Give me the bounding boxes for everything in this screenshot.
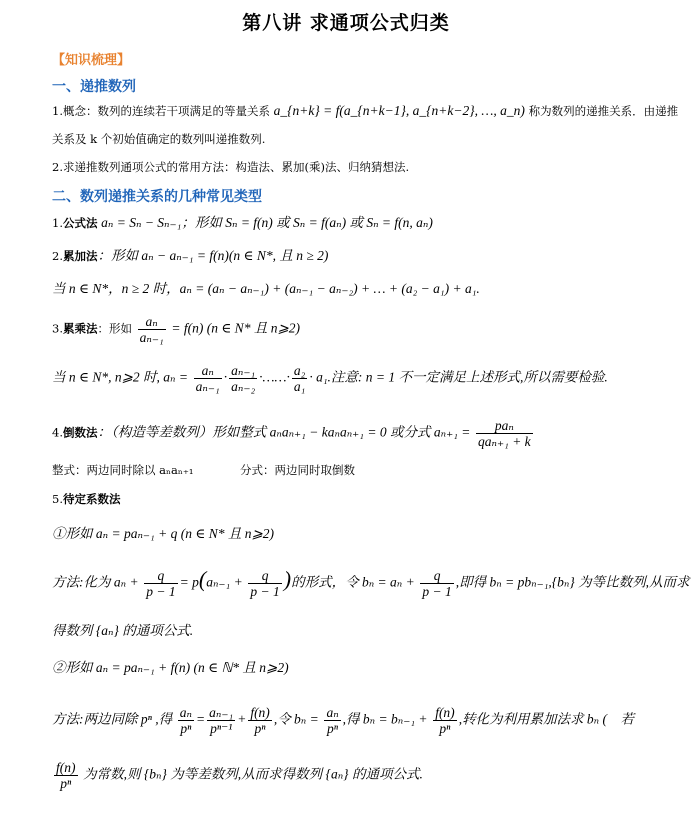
case2-m2: ,令 bₙ = [273, 711, 319, 727]
method-sum [52, 248, 328, 264]
product-fraction-2: $\frac{\text{aₙ₋₁}}{\text{aₙ₋₂}}$ [231, 363, 256, 394]
method-sum-line2 [52, 281, 480, 297]
method-formula [52, 215, 433, 231]
page-title: 第八讲 求通项公式归类 [242, 12, 450, 34]
method-product-post: = f(n) (n ∈ N* 且 n⩾2) [171, 320, 300, 336]
item-number: 5. [52, 492, 63, 506]
case1-m1: 方法:化为 aₙ + [52, 574, 139, 590]
case2-formula: ②形如 aₙ = paₙ₋₁ + f(n) (n ∈ ℕ* 且 n⩾2) [52, 660, 289, 675]
method-product-pre: ：形如 [97, 321, 132, 336]
item-number: 1. [52, 216, 63, 230]
reciprocal-fractional: 分式：两边同时取倒数 [240, 463, 355, 477]
case2-m3: ,得 bₙ = bₙ₋₁ + [342, 711, 428, 727]
case2-fraction-5: $\frac{f(n)}{\text{pⁿ}}$ [435, 705, 455, 736]
q-fraction-1: $\frac{q}{p - 1}$ [146, 568, 176, 599]
method-name: 累加法 [62, 249, 98, 263]
product-fraction-1: $\frac{\text{aₙ}}{\text{aₙ₋₁}}$ [195, 363, 220, 394]
method-sum-expansion: 当 n ∈ N*，n ≥ 2 时，aₙ = (aₙ − aₙ₋₁) + (aₙ₋₁ − aₙ₋₂) + … + (a₂ − a₁) + a₁. [52, 281, 480, 296]
case2-fraction-3: $\frac{f(n)}{\text{pⁿ}}$ [250, 705, 270, 736]
item-number: 4. [52, 425, 63, 440]
case1-m4: 的形式，令 bₙ = aₙ + [291, 574, 415, 590]
method-name: 待定系数法 [62, 492, 121, 506]
method-name: 累乘法 [62, 321, 98, 336]
concept-line1 [52, 103, 678, 119]
section2-heading: 二、数列递推关系的几种常见类型 [52, 189, 262, 205]
case1-m3: aₙ₋₁ + [206, 574, 243, 590]
case1-line3 [52, 623, 193, 639]
case1-formula: ①形如 aₙ = paₙ₋₁ + q (n ∈ N* 且 n⩾2) [52, 526, 275, 541]
method-product [52, 314, 300, 345]
method-name: 公式法 [62, 216, 98, 230]
case2-method: 方法:两边同除 pⁿ ,得 $\frac{\text{aₙ}}{\text{pⁿ}}$ = $\frac{\text{aₙ₋₁}}{\text{pⁿ⁻¹}}$ + $\frac{f(n)}{\text{pⁿ}}$ ,令 bₙ = $\frac{\text{aₙ}}{\text{pⁿ}}$ ,得 bₙ = bₙ₋₁ + $\frac{f(n)}{\text{pⁿ}}$ ,转化为利用累加法求 bₙ ( 若 [52, 705, 635, 736]
item-number: 2. [52, 249, 63, 263]
case2-m4: ,转化为利用累加法求 bₙ ( 若 [458, 711, 635, 727]
case2-conclusion: 为常数,则 {bₙ} 为等差数列,从而求得数列 {aₙ} 的通项公式. [83, 766, 423, 782]
case1-form [52, 526, 274, 542]
method-reciprocal-text: ：（构造等差数列）形如整式 aₙaₙ₊₁ − kaₙaₙ₊₁ = 0 或分式 aₙ₊₁ = [97, 424, 471, 440]
item-number: 3. [52, 321, 63, 336]
case1-m2: = p [179, 574, 199, 590]
case2-form [52, 660, 289, 676]
recurrence-formula: a_{n+k} = f(a_{n+k−1}, a_{n+k−2}, …, a_n) [273, 103, 525, 118]
method-name: 倒数法 [62, 425, 98, 440]
case2-fraction-4: $\frac{\text{aₙ}}{\text{pⁿ}}$ [326, 705, 339, 736]
case1-method: 方法:化为 aₙ + $\frac{q}{p - 1}$ = p(aₙ₋₁ + $\frac{q}{p - 1}$ )的形式，令 bₙ = aₙ + $\frac{q}{p - 1}$ ,即得 bₙ = pbₙ₋₁,{bₙ} 为等比数列,从而求 [52, 566, 690, 599]
method-reciprocal [52, 418, 535, 449]
product-dots: ·……· [259, 369, 290, 385]
q-fraction-3: $\frac{q}{p - 1}$ [422, 568, 452, 599]
reciprocal-integral: 整式：两边同时除以 aₙaₙ₊₁ [52, 463, 194, 477]
concept-text-2: 称为数列的递推关系．由递推 [528, 104, 679, 118]
product-fraction-3: $\frac{\text{a₂}}{\text{a₁}}$ [293, 363, 306, 394]
ratio-fraction: $\frac{\text{aₙ}}{\text{aₙ₋₁}}$ [139, 314, 164, 345]
method-sum-text: ：形如 aₙ − aₙ₋₁ = f(n)(n ∈ N*, 且 n ≥ 2) [97, 248, 329, 263]
method-formula-text: aₙ = Sₙ − Sₙ₋₁；形如 Sₙ = f(n) 或 Sₙ = f(aₙ) 或 Sₙ = f(n, aₙ) [101, 215, 433, 230]
case2-m1: 方法:两边同除 pⁿ ,得 [52, 711, 173, 727]
product-line-post: · a₁.注意: n = 1 不一定满足上述形式,所以需要检验. [309, 369, 608, 385]
reciprocal-fraction: $\frac{\text{paₙ}}{\text{qaₙ₊₁ + k}}$ [478, 418, 531, 449]
q-fraction-2: $\frac{q}{p - 1}$ [250, 568, 280, 599]
methods-line: 2.求递推数列通项公式的常用方法：构造法、累加(乘)法、归纳猜想法. [52, 160, 410, 174]
concept-text: 1.概念：数列的连续若干项满足的等量关系 [52, 104, 270, 118]
knowledge-tag: 【知识梳理】 [52, 53, 131, 68]
case1-m5: ,即得 bₙ = pbₙ₋₁,{bₙ} 为等比数列,从而求 [455, 574, 690, 590]
case2-line3 [52, 760, 423, 791]
case1-conclusion: 得数列 {aₙ} 的通项公式. [52, 623, 194, 638]
case2-fraction-6: $\frac{f(n)}{\text{pⁿ}}$ [56, 760, 76, 791]
case2-fraction-2: $\frac{\text{aₙ₋₁}}{\text{pⁿ⁻¹}}$ [209, 705, 234, 736]
method-product-line2: 当 n ∈ N*, n⩾2 时, aₙ = $\frac{\text{aₙ}}{\text{aₙ₋₁}}$ · $\frac{\text{aₙ₋₁}}{\text{aₙ₋₂}}$ ·……· $\frac{\text{a₂}}{\text{a₁}}$ · a₁.注意: n = 1 不一定满足上述形式,所以需要检验. [52, 363, 608, 394]
product-line-pre: 当 n ∈ N*, n⩾2 时, aₙ = [52, 369, 189, 385]
concept-line2: 关系及 k 个初始值确定的数列叫递推数列. [52, 132, 266, 146]
section1-heading: 一、递推数列 [52, 79, 136, 95]
case2-fraction-1: $\frac{\text{aₙ}}{\text{pⁿ}}$ [179, 705, 193, 736]
method-undetermined [52, 491, 120, 507]
